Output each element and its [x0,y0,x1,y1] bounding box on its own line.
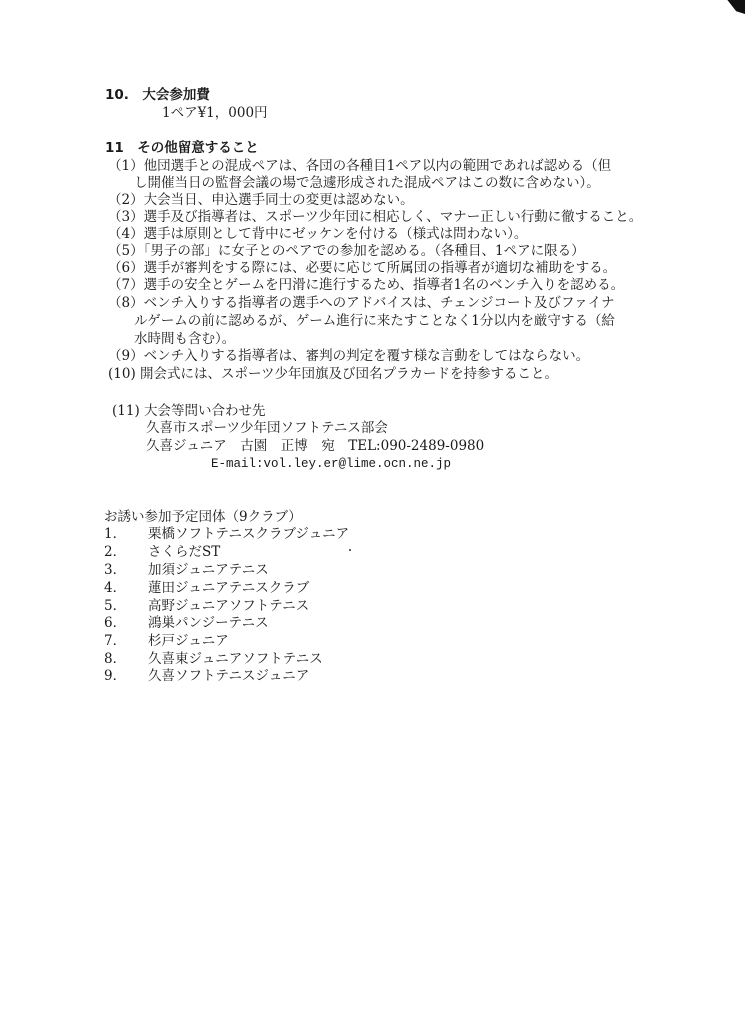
club-number: 8． [104,651,127,667]
list-item [104,543,220,561]
note-item: （2）大会当日、申込選手同士の変更は認めない。 [108,192,414,208]
contact-org: 久喜市スポーツ少年団ソフトテニス部会 [146,420,388,436]
fee-amount: 1ペア¥1，000円 [162,105,268,121]
fee-heading: 10. 大会参加費 [105,87,210,103]
note-item: (10) 開会式には、スポーツ少年団旗及び団名プラカードを持参すること。 [108,366,558,382]
list-item [104,667,309,685]
list-item [104,632,229,650]
list-item [104,525,349,543]
club-number: 6． [104,615,127,631]
note-item: （8）ベンチ入りする指導者の選手へのアドバイスは、チェンジコート及びファイナ [108,295,615,311]
note-item: （4）選手は原則として背中にゼッケンを付ける（様式は問わない）。 [108,226,528,242]
note-item: （5）「男子の部」に女子とのペアでの参加を認める。（各種目、1ペアに限る） [108,243,585,259]
invited-heading: お誘い参加予定団体（9クラブ） [104,509,302,525]
club-name: 久喜ソフトテニスジュニア [148,668,310,684]
note-item: ルゲームの前に認めるが、ゲーム進行に来たすことなく1分以内を厳守する（給 [134,313,615,329]
club-name: 高野ジュニアソフトテニス [148,598,310,614]
club-name: 加須ジュニアテニス [148,562,269,578]
club-number: 9． [104,668,127,684]
contact-email: E-mail:vol.ley.er@lime.ocn.ne.jp [211,457,452,471]
note-item: （1）他団選手との混成ペアは、各団の各種目1ペア以内の範囲であれば認める（但 [108,158,612,174]
club-name: 栗橋ソフトテニスクラブジュニア [148,526,350,542]
contact-person: 久喜ジュニア 古園 正博 宛 TEL:090-2489-0980 [146,438,485,454]
list-item [104,597,309,615]
list-item [104,614,269,632]
list-item [104,650,323,668]
note-item: （6）選手が審判をする際には、必要に応じて所属団の指導者が適切な補助をする。 [108,260,617,276]
club-number: 2． [104,544,127,560]
note-item: 水時間も含む）。 [134,331,236,347]
club-number: 1． [104,526,127,542]
club-name: 蓮田ジュニアテニスクラブ [148,580,310,596]
club-name: 久喜東ジュニアソフトテニス [148,651,323,667]
note-item: （7）選手の安全とゲームを円滑に進行するため、指導者1名のベンチ入りを認める。 [108,277,625,293]
note-item: （3）選手及び指導者は、スポーツ少年団に相応しく、マナー正しい行動に徹すること。 [108,209,643,225]
scan-speck [349,549,351,551]
club-number: 4． [104,580,127,596]
club-number: 7． [104,633,127,649]
club-name: 鴻巣パンジーテニス [148,615,269,631]
club-name: 杉戸ジュニア [148,633,229,649]
club-number: 3． [104,562,127,578]
list-item [104,561,269,579]
note-item: し開催当日の監督会議の場で急遽形成された混成ペアはこの数に含めない）。 [134,175,600,191]
list-item [104,579,309,597]
club-number: 5． [104,598,127,614]
note-item: （9）ベンチ入りする指導者は、審判の判定を覆す様な言動をしてはならない。 [108,348,590,364]
scan-corner-mark [723,0,745,14]
club-name: さくらだST [148,544,221,560]
notes-heading: 11 その他留意すること [105,140,259,156]
contact-heading: (11) 大会等問い合わせ先 [112,403,266,419]
